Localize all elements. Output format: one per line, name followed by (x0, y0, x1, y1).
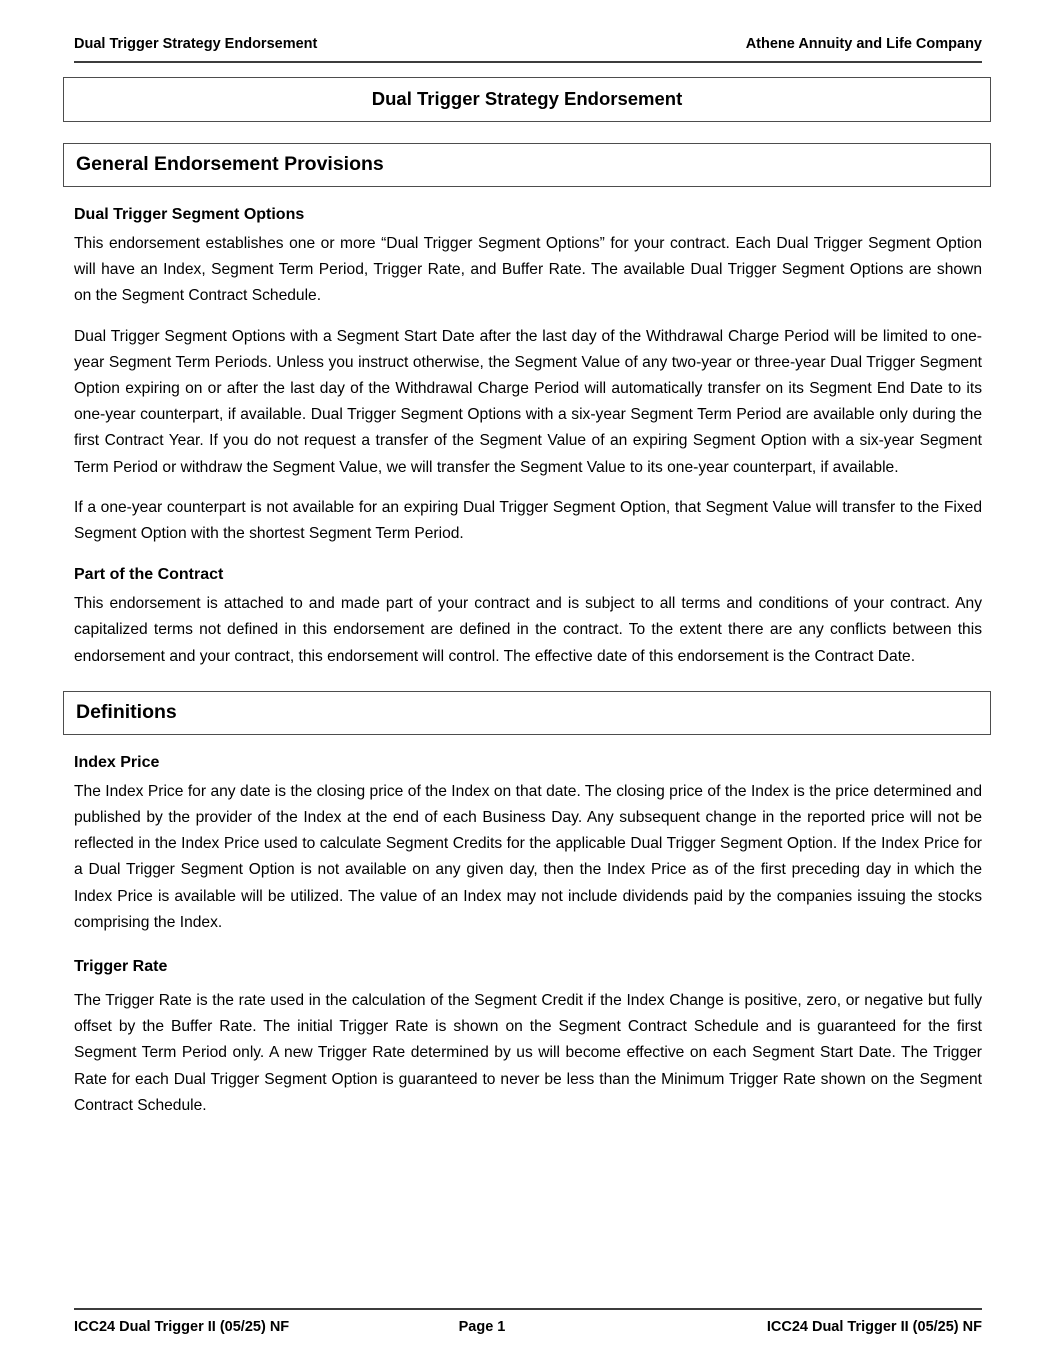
footer-form-number-right: ICC24 Dual Trigger II (05/25) NF (766, 1319, 982, 1335)
paragraph: This endorsement is attached to and made part of your contract and is subject to all terms and conditions of your contract. Any capitalized terms not defined in this endorsement are defined in the contract. To the extent there are any conflicts between this endorsement and your contract, this endorsement will control. The effective date of this endorsement is the Contract Date. (74, 595, 982, 665)
footer-page-number: Page 1 (458, 1319, 506, 1335)
section-heading-definitions: Definitions (63, 691, 991, 735)
section-content-general (74, 206, 982, 670)
running-header-right: Athene Annuity and Life Company (745, 36, 982, 52)
paragraph: The Index Price for any date is the closing price of the Index on that date. The closing price of the Index is the price determined and published by the provider of the Index at the end of each Business Day. Any subsequent change in the reported price will not be reflected in the Index Price used to calculate Segment Credits for the applicable Dual Trigger Segment Option. If the Index Price for a Dual Trigger Segment Option is not available on any given day, then the Index Price as of the first preceding day in which the Index Price is available will be utilized. The value of an Index may not include dividends paid by the companies issuing the stocks comprising the Index. (74, 782, 982, 931)
paragraph: This endorsement establishes one or more “Dual Trigger Segment Options” for your contract. Each Dual Trigger Segment Option will have an Index, Segment Term Period, Trigger Rate, and Buffer Rate. The available Dual Trigger Segment Options are shown on the Segment Contract Schedule. (74, 235, 982, 305)
running-header-left: Dual Trigger Strategy Endorsement (74, 36, 318, 52)
subheading-index-price: Index Price (74, 753, 160, 771)
document-title: Dual Trigger Strategy Endorsement (63, 77, 991, 122)
section-heading-general-endorsement-provisions: General Endorsement Provisions (63, 143, 991, 187)
paragraph: The Trigger Rate is the rate used in the calculation of the Segment Credit if the Index Change is positive, zero, or negative but fully offset by the Buffer Rate. The initial Trigger Rate is shown on the Segment Contract Schedule and is guaranteed for the first Segment Term Period only. A new Trigger Rate determined by us will become effective on each Segment Start Date. The Trigger Rate for each Dual Trigger Segment Option is guaranteed to never be less than the Minimum Trigger Rate shown on the Segment Contract Schedule. (74, 992, 982, 1114)
section-content-definitions (74, 754, 982, 1119)
subheading-trigger-rate: Trigger Rate (74, 958, 168, 976)
page-footer (74, 1308, 982, 1335)
paragraph: If a one-year counterpart is not available for an expiring Dual Trigger Segment Option, that Segment Value will transfer to the Fixed Segment Option with the shortest Segment Term Period. (74, 498, 982, 543)
subheading-part-of-the-contract: Part of the Contract (74, 566, 224, 584)
footer-form-number-left: ICC24 Dual Trigger II (05/25) NF (74, 1319, 290, 1335)
running-header (74, 36, 982, 52)
header-rule (74, 61, 982, 63)
paragraph: Dual Trigger Segment Options with a Segment Start Date after the last day of the Withdrawal Charge Period will be limited to one-year Segment Term Periods. Unless you instruct otherwise, the Segment Value of any two-year or three-year Dual Trigger Segment Option expiring on or after the last day of the Withdrawal Charge Period will automatically transfer on its Segment End Date to its one-year counterpart, if available. Dual Trigger Segment Options with a six-year Segment Term Period are available only during the first Contract Year. If you do not request a transfer of the Segment Value of an expiring Segment Option with a six-year Segment Term Period or withdraw the Segment Value, we will transfer the Segment Value to its one-year counterpart, if available. (74, 327, 982, 476)
subheading-dual-trigger-segment-options: Dual Trigger Segment Options (74, 206, 305, 223)
